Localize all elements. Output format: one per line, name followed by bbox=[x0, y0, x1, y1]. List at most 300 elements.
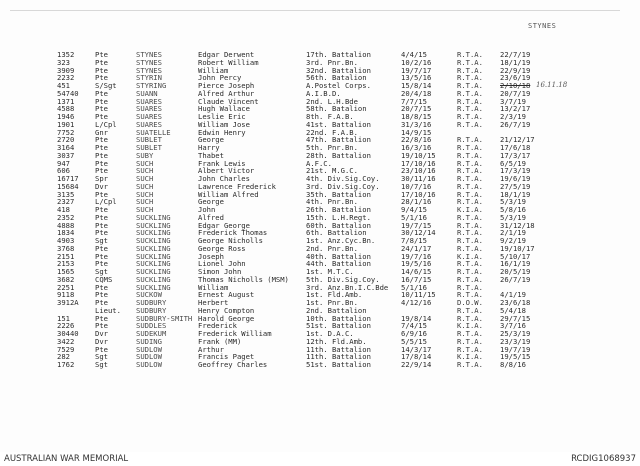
fate-date: 9/2/19 bbox=[500, 236, 526, 245]
enlistment-date: 19/10/15 bbox=[401, 150, 436, 160]
given-names: Leslie Eric bbox=[198, 112, 246, 121]
unit: A.F.C. bbox=[306, 158, 332, 168]
surname: SUCH bbox=[136, 197, 154, 207]
institution-name: AUSTRALIAN WAR MEMORIAL bbox=[4, 454, 129, 464]
fate: R.T.A. bbox=[457, 336, 483, 346]
surname: SUDEKUM bbox=[136, 329, 167, 338]
fate: K.I.A. bbox=[457, 321, 483, 331]
fate: R.T.A. bbox=[457, 104, 483, 114]
rank: Pte bbox=[95, 50, 108, 59]
service-number: 2251 bbox=[57, 282, 75, 292]
fate: R.T.A. bbox=[457, 135, 483, 145]
enlistment-date: 4/12/16 bbox=[401, 298, 432, 307]
service-number: 1834 bbox=[57, 228, 75, 238]
unit: 17th. Battalion bbox=[306, 50, 371, 59]
fate: R.T.A. bbox=[457, 212, 483, 222]
given-names: George bbox=[198, 135, 224, 145]
unit: 1st. M.T.C. bbox=[306, 267, 354, 276]
fate-date: 23/6/18 bbox=[500, 298, 531, 307]
rank: Spr bbox=[95, 174, 108, 183]
enlistment-date: 10/7/16 bbox=[401, 181, 432, 191]
fate-date: 5/10/17 bbox=[500, 251, 531, 261]
given-names: Henry Compton bbox=[198, 305, 255, 315]
fate: R.T.A. bbox=[457, 344, 483, 354]
given-names: Thabet bbox=[198, 150, 224, 160]
rank: Pte bbox=[95, 189, 108, 199]
enlistment-date: 17/10/16 bbox=[401, 158, 436, 168]
fate-date: 5/3/19 bbox=[500, 212, 526, 222]
fate-date: 25/3/19 bbox=[500, 329, 531, 338]
unit: 3rd. Anz.Bn.I.C.Bde bbox=[306, 282, 389, 292]
fate-date: 5/3/19 bbox=[500, 197, 526, 207]
given-names: Joseph bbox=[198, 251, 224, 261]
surname: STYNES bbox=[136, 57, 162, 67]
rank: Sgt bbox=[95, 267, 108, 276]
rank: Pte bbox=[95, 143, 108, 152]
rank: Pte bbox=[95, 282, 108, 292]
service-number: 4588 bbox=[57, 104, 75, 114]
enlistment-date: 30/11/16 bbox=[401, 174, 436, 183]
unit: 32nd. Battalion bbox=[306, 65, 371, 75]
enlistment-date: 6/9/16 bbox=[401, 329, 427, 338]
fate: R.T.A. bbox=[457, 166, 483, 176]
given-names: Alfred bbox=[198, 212, 224, 222]
fate: R.T.A. bbox=[457, 282, 483, 292]
surname: SUDLOW bbox=[136, 344, 162, 354]
fate: R.T.A. bbox=[457, 181, 483, 191]
unit: 1st. Pnr.Bn. bbox=[306, 298, 358, 307]
fate-date: 8/8/16 bbox=[500, 360, 526, 369]
fate: R.T.A. bbox=[457, 267, 483, 276]
given-names: William Jose bbox=[198, 119, 250, 129]
service-number: 2327 bbox=[57, 197, 75, 207]
given-names: Thomas Nicholls (MSM) bbox=[198, 274, 289, 284]
unit: 12th. Fld.Amb. bbox=[306, 336, 367, 346]
surname: STYRING bbox=[136, 81, 167, 90]
service-number: 1762 bbox=[57, 360, 75, 369]
fate-date: 17/3/17 bbox=[500, 150, 531, 160]
fate-date: 19/7/19 bbox=[500, 344, 531, 354]
surname: SUCH bbox=[136, 174, 154, 183]
rank: Pte bbox=[95, 251, 108, 261]
fate: R.T.A. bbox=[457, 57, 483, 67]
surname: SUANN bbox=[136, 88, 158, 98]
unit: 26th. Battalion bbox=[306, 205, 371, 214]
fate-date: 20/7/19 bbox=[500, 88, 531, 98]
enlistment-date: 22/9/14 bbox=[401, 360, 432, 369]
rank: Pte bbox=[95, 112, 108, 121]
rank: Dvr bbox=[95, 181, 108, 191]
surname: SUCKLING bbox=[136, 212, 171, 222]
rank: L/Cpl bbox=[95, 197, 117, 207]
unit: 11th. Battalion bbox=[306, 344, 371, 354]
page-edge-line bbox=[10, 10, 620, 11]
enlistment-date: 30/12/14 bbox=[401, 228, 436, 238]
enlistment-date: 4/4/15 bbox=[401, 50, 427, 59]
fate: R.T.A. bbox=[457, 236, 483, 245]
fate-date: 3/7/19 bbox=[500, 96, 526, 106]
rank: Pte bbox=[95, 88, 108, 98]
service-number: 2720 bbox=[57, 135, 75, 145]
enlistment-date: 19/7/17 bbox=[401, 65, 432, 75]
surname: SUDING bbox=[136, 336, 162, 346]
given-names: Alfred Arthur bbox=[198, 88, 255, 98]
service-number: 3912A bbox=[57, 298, 79, 307]
given-names: Lawrence Frederick bbox=[198, 181, 276, 191]
enlistment-date: 5/1/16 bbox=[401, 282, 427, 292]
service-number: 3164 bbox=[57, 143, 75, 152]
rank: Sgt bbox=[95, 360, 108, 369]
unit: 21st. M.G.C. bbox=[306, 166, 358, 176]
given-names: William bbox=[198, 282, 229, 292]
unit: 41st. Battalion bbox=[306, 119, 371, 129]
fate: R.T.A. bbox=[457, 119, 483, 129]
fate-date: 16/1/19 bbox=[500, 259, 531, 269]
given-names: John Charles bbox=[198, 174, 250, 183]
enlistment-date: 19/7/15 bbox=[401, 220, 432, 230]
given-names: Francis Paget bbox=[198, 352, 255, 362]
service-number: 54740 bbox=[57, 88, 79, 98]
enlistment-date: 16/3/16 bbox=[401, 143, 432, 152]
unit: 56th. Batalion bbox=[306, 73, 367, 83]
given-names: William Alfred bbox=[198, 189, 259, 199]
given-names: Lionel John bbox=[198, 259, 246, 269]
unit: 2nd. L.H.Bde bbox=[306, 96, 358, 106]
unit: 51st. Battalion bbox=[306, 321, 371, 331]
unit: A.I.B.D. bbox=[306, 88, 341, 98]
unit: 4th. Pnr.Bn. bbox=[306, 197, 358, 207]
record-reference: RCDIG1068937 bbox=[571, 454, 636, 464]
unit: 5th. Div.Sig.Coy. bbox=[306, 274, 380, 284]
enlistment-date: 14/3/17 bbox=[401, 344, 432, 354]
fate: K.I.A. bbox=[457, 205, 483, 214]
service-number: 1946 bbox=[57, 112, 75, 121]
surname: SUATELLE bbox=[136, 127, 171, 137]
rank: Pte bbox=[95, 96, 108, 106]
surname: SUCH bbox=[136, 189, 154, 199]
fate-date: 2/1/19 bbox=[500, 228, 526, 238]
service-number: 15684 bbox=[57, 181, 79, 191]
unit: 47th. Battalion bbox=[306, 135, 371, 145]
rank: Dvr bbox=[95, 329, 108, 338]
enlistment-date: 23/10/16 bbox=[401, 166, 436, 176]
given-names: Robert William bbox=[198, 57, 259, 67]
rank: Pte bbox=[95, 259, 108, 269]
surname: SUDBURY bbox=[136, 298, 167, 307]
fate: R.T.A. bbox=[457, 174, 483, 183]
given-names: Frederick Thomas bbox=[198, 228, 268, 238]
fate-date: 29/7/15 bbox=[500, 313, 531, 323]
unit: 15th. L.H.Regt. bbox=[306, 212, 371, 222]
fate-date: 27/5/19 bbox=[500, 181, 531, 191]
fate: R.T.A. bbox=[457, 150, 483, 160]
given-names: Frederick bbox=[198, 321, 237, 331]
surname: SUCKLING bbox=[136, 267, 171, 276]
fate-date: 13/2/17 bbox=[500, 104, 531, 114]
surname: SUDLOW bbox=[136, 360, 162, 369]
enlistment-date: 5/1/16 bbox=[401, 212, 427, 222]
enlistment-date: 16/7/15 bbox=[401, 274, 432, 284]
fate: R.T.A. bbox=[457, 228, 483, 238]
service-number: 4888 bbox=[57, 220, 75, 230]
unit: 10th. Battalion bbox=[306, 313, 371, 323]
service-number: 3909 bbox=[57, 65, 75, 75]
fate-date: 18/1/19 bbox=[500, 189, 531, 199]
rank: Pte bbox=[95, 313, 108, 323]
unit: 22nd. F.A.B. bbox=[306, 127, 358, 137]
unit: 44th. Battalion bbox=[306, 259, 371, 269]
service-number: 4903 bbox=[57, 236, 75, 245]
given-names: Edgar Derwent bbox=[198, 50, 255, 59]
fate: R.T.A. bbox=[457, 96, 483, 106]
service-number: 7529 bbox=[57, 344, 75, 354]
service-number: 606 bbox=[57, 166, 70, 176]
given-names: George bbox=[198, 197, 224, 207]
unit: 5th. Pnr.Bn. bbox=[306, 143, 358, 152]
given-names: Harry bbox=[198, 143, 220, 152]
surname: SUCKLING bbox=[136, 220, 171, 230]
given-names: Frederick William bbox=[198, 329, 272, 338]
fate-date: 23/3/19 bbox=[500, 336, 531, 346]
given-names: Frank (MM) bbox=[198, 336, 242, 346]
surname: SUDDLES bbox=[136, 321, 167, 331]
fate: K.I.A. bbox=[457, 251, 483, 261]
given-names: Albert Victor bbox=[198, 166, 255, 176]
enlistment-date: 31/3/16 bbox=[401, 119, 432, 129]
fate: R.T.A. bbox=[457, 73, 483, 83]
given-names: Edgar George bbox=[198, 220, 250, 230]
rank: S/Sgt bbox=[95, 81, 117, 90]
handwritten-correction: 16.11.18 bbox=[536, 81, 568, 89]
fate-date: 23/6/19 bbox=[500, 73, 531, 83]
service-number: 1352 bbox=[57, 50, 75, 59]
fate: R.T.A. bbox=[457, 220, 483, 230]
surname: SUCH bbox=[136, 205, 154, 214]
fate-date: 5/8/16 bbox=[500, 205, 526, 214]
unit: 8th. F.A.B. bbox=[306, 112, 354, 121]
rank: Pte bbox=[95, 228, 108, 238]
rank: Pte bbox=[95, 166, 108, 176]
rank: Pte bbox=[95, 57, 108, 67]
fate: R.T.A. bbox=[457, 243, 483, 253]
surname: STYNES bbox=[136, 50, 162, 59]
surname: SUCKLING bbox=[136, 243, 171, 253]
fate-date: 3/7/16 bbox=[500, 321, 526, 331]
fate: R.T.A. bbox=[457, 274, 483, 284]
rank: Pte bbox=[95, 135, 108, 145]
service-number: 3422 bbox=[57, 336, 75, 346]
fate-date: 4/1/19 bbox=[500, 290, 526, 300]
fate-date: 6/5/19 bbox=[500, 158, 526, 168]
nominal-roll bbox=[0, 51, 640, 369]
service-number: 451 bbox=[57, 81, 70, 90]
surname: SUCH bbox=[136, 158, 154, 168]
enlistment-date: 18/8/15 bbox=[401, 112, 432, 121]
service-number: 2226 bbox=[57, 321, 75, 331]
unit: 2nd. Pnr.Bn. bbox=[306, 243, 358, 253]
surname: SUCKLING bbox=[136, 236, 171, 245]
service-number: 3768 bbox=[57, 243, 75, 253]
footer bbox=[0, 452, 640, 466]
fate-date: 22/9/19 bbox=[500, 65, 531, 75]
enlistment-date: 7/8/15 bbox=[401, 236, 427, 245]
fate: R.T.A. bbox=[457, 189, 483, 199]
surname: SUCH bbox=[136, 181, 154, 191]
enlistment-date: 19/8/14 bbox=[401, 313, 432, 323]
enlistment-date: 9/4/15 bbox=[401, 205, 427, 214]
enlistment-date: 15/8/14 bbox=[401, 81, 432, 90]
unit: 1st. Fld.Amb. bbox=[306, 290, 363, 300]
enlistment-date: 7/4/15 bbox=[401, 321, 427, 331]
enlistment-date: 10/11/15 bbox=[401, 290, 436, 300]
rank: Pte bbox=[95, 220, 108, 230]
fate: R.T.A. bbox=[457, 313, 483, 323]
enlistment-date: 28/1/16 bbox=[401, 197, 432, 207]
unit: 1st. Anz.Cyc.Bn. bbox=[306, 236, 376, 245]
fate: D.O.W. bbox=[457, 298, 483, 307]
header-surname: STYNES bbox=[528, 22, 557, 30]
enlistment-date: 10/2/16 bbox=[401, 57, 432, 67]
service-number: 16717 bbox=[57, 174, 79, 183]
rank: Pte bbox=[95, 212, 108, 222]
rank: Sgt bbox=[95, 236, 108, 245]
given-names: Edwin Henry bbox=[198, 127, 246, 137]
service-number: 947 bbox=[57, 158, 70, 168]
fate-date: 5/4/18 bbox=[500, 305, 526, 315]
unit: 58th. Batalion bbox=[306, 104, 367, 114]
fate-date: 20/5/19 bbox=[500, 267, 531, 276]
unit: 40th. Battalion bbox=[306, 251, 371, 261]
fate-date: 18/1/19 bbox=[500, 57, 531, 67]
given-names: Hugh Wallace bbox=[198, 104, 250, 114]
surname: SUCKLING bbox=[136, 251, 171, 261]
given-names: Geoffrey Charles bbox=[198, 360, 268, 369]
service-number: 9118 bbox=[57, 290, 75, 300]
unit: 4th. Div.Sig.Coy. bbox=[306, 174, 380, 183]
unit: A.Postel Corps. bbox=[306, 81, 371, 90]
unit: 3rd. Pnr.Bn. bbox=[306, 57, 358, 67]
fate: R.T.A. bbox=[457, 50, 483, 59]
fate-date: 17/6/18 bbox=[500, 143, 531, 152]
surname: SUDBURY bbox=[136, 305, 167, 315]
rank: Pte bbox=[95, 243, 108, 253]
rank: Pte bbox=[95, 104, 108, 114]
fate: R.T.A. bbox=[457, 329, 483, 338]
rank: L/Cpl bbox=[95, 119, 117, 129]
unit: 2nd. Battalion bbox=[306, 305, 367, 315]
rank: Pte bbox=[95, 73, 108, 83]
enlistment-date: 14/6/15 bbox=[401, 267, 432, 276]
enlistment-date: 22/8/16 bbox=[401, 135, 432, 145]
rank: Pte bbox=[95, 344, 108, 354]
surname: STYRIN bbox=[136, 73, 162, 83]
given-names: Harold George bbox=[198, 313, 255, 323]
surname: SUARES bbox=[136, 112, 162, 121]
unit: 35th. Battalion bbox=[306, 189, 371, 199]
fate: R.T.A. bbox=[457, 143, 483, 152]
fate: R.T.A. bbox=[457, 360, 483, 369]
fate-date: 26/7/19 bbox=[500, 119, 531, 129]
service-number: 1901 bbox=[57, 119, 75, 129]
enlistment-date: 19/5/16 bbox=[401, 259, 432, 269]
enlistment-date: 20/4/18 bbox=[401, 88, 432, 98]
fate-date: 21/12/17 bbox=[500, 135, 535, 145]
service-number: 3037 bbox=[57, 150, 75, 160]
rank: Pte bbox=[95, 321, 108, 331]
surname: SUCKLING bbox=[136, 282, 171, 292]
enlistment-date: 13/5/16 bbox=[401, 73, 432, 83]
fate-date: 2/3/19 bbox=[500, 112, 526, 121]
fate: K.I.A. bbox=[457, 352, 483, 362]
rank: Sgt bbox=[95, 352, 108, 362]
unit: 28th. Battalion bbox=[306, 150, 371, 160]
service-number: 7752 bbox=[57, 127, 75, 137]
service-number: 3135 bbox=[57, 189, 75, 199]
fate: R.T.A. bbox=[457, 81, 483, 90]
fate-date: 22/7/19 bbox=[500, 50, 531, 59]
rank: Pte bbox=[95, 298, 108, 307]
enlistment-date: 17/10/16 bbox=[401, 189, 436, 199]
given-names: George Ross bbox=[198, 243, 246, 253]
enlistment-date: 19/7/16 bbox=[401, 251, 432, 261]
unit: 3rd. Div.Sig.Coy. bbox=[306, 181, 380, 191]
unit: 11th. Battalion bbox=[306, 352, 371, 362]
given-names: William bbox=[198, 65, 229, 75]
fate-date: 31/12/18 bbox=[500, 220, 535, 230]
rank: Dvr bbox=[95, 336, 108, 346]
surname: SUARES bbox=[136, 96, 162, 106]
service-number: 2352 bbox=[57, 212, 75, 222]
rank: Pte bbox=[95, 290, 108, 300]
surname: SUCH bbox=[136, 166, 154, 176]
unit: 60th. Battalion bbox=[306, 220, 371, 230]
surname: SUDLOW bbox=[136, 352, 162, 362]
surname: SUCKLING bbox=[136, 228, 171, 238]
service-number: 323 bbox=[57, 57, 70, 67]
service-number: 3682 bbox=[57, 274, 75, 284]
service-number: 1371 bbox=[57, 96, 75, 106]
surname: SUARES bbox=[136, 119, 162, 129]
given-names: John Percy bbox=[198, 73, 242, 83]
surname: SUARES bbox=[136, 104, 162, 114]
given-names: Claude Vincent bbox=[198, 96, 259, 106]
rank: Pte bbox=[95, 65, 108, 75]
given-names: Pierce Joseph bbox=[198, 81, 255, 90]
enlistment-date: 20/7/15 bbox=[401, 104, 432, 114]
surname: SUDBURY-SMITH bbox=[136, 313, 193, 323]
fate-date: 2/10/18 bbox=[500, 81, 531, 90]
surname: SUCKOW bbox=[136, 290, 162, 300]
enlistment-date: 14/9/15 bbox=[401, 127, 432, 137]
rank: CQMS bbox=[95, 274, 113, 284]
table-row bbox=[0, 361, 640, 369]
surname: SUCKLING bbox=[136, 259, 171, 269]
given-names: George Nicholls bbox=[198, 236, 263, 245]
service-number: 2151 bbox=[57, 251, 75, 261]
rank: Pte bbox=[95, 150, 108, 160]
service-number: 151 bbox=[57, 313, 70, 323]
enlistment-date: 7/7/15 bbox=[401, 96, 427, 106]
surname: STYNES bbox=[136, 65, 162, 75]
surname: SUBLET bbox=[136, 135, 162, 145]
fate: R.T.A. bbox=[457, 259, 483, 269]
service-number: 2232 bbox=[57, 73, 75, 83]
fate-date: 17/3/19 bbox=[500, 166, 531, 176]
surname: SUBY bbox=[136, 150, 154, 160]
fate-date: 19/5/15 bbox=[500, 352, 531, 362]
rank: Pte bbox=[95, 205, 108, 214]
rank: Pte bbox=[95, 158, 108, 168]
